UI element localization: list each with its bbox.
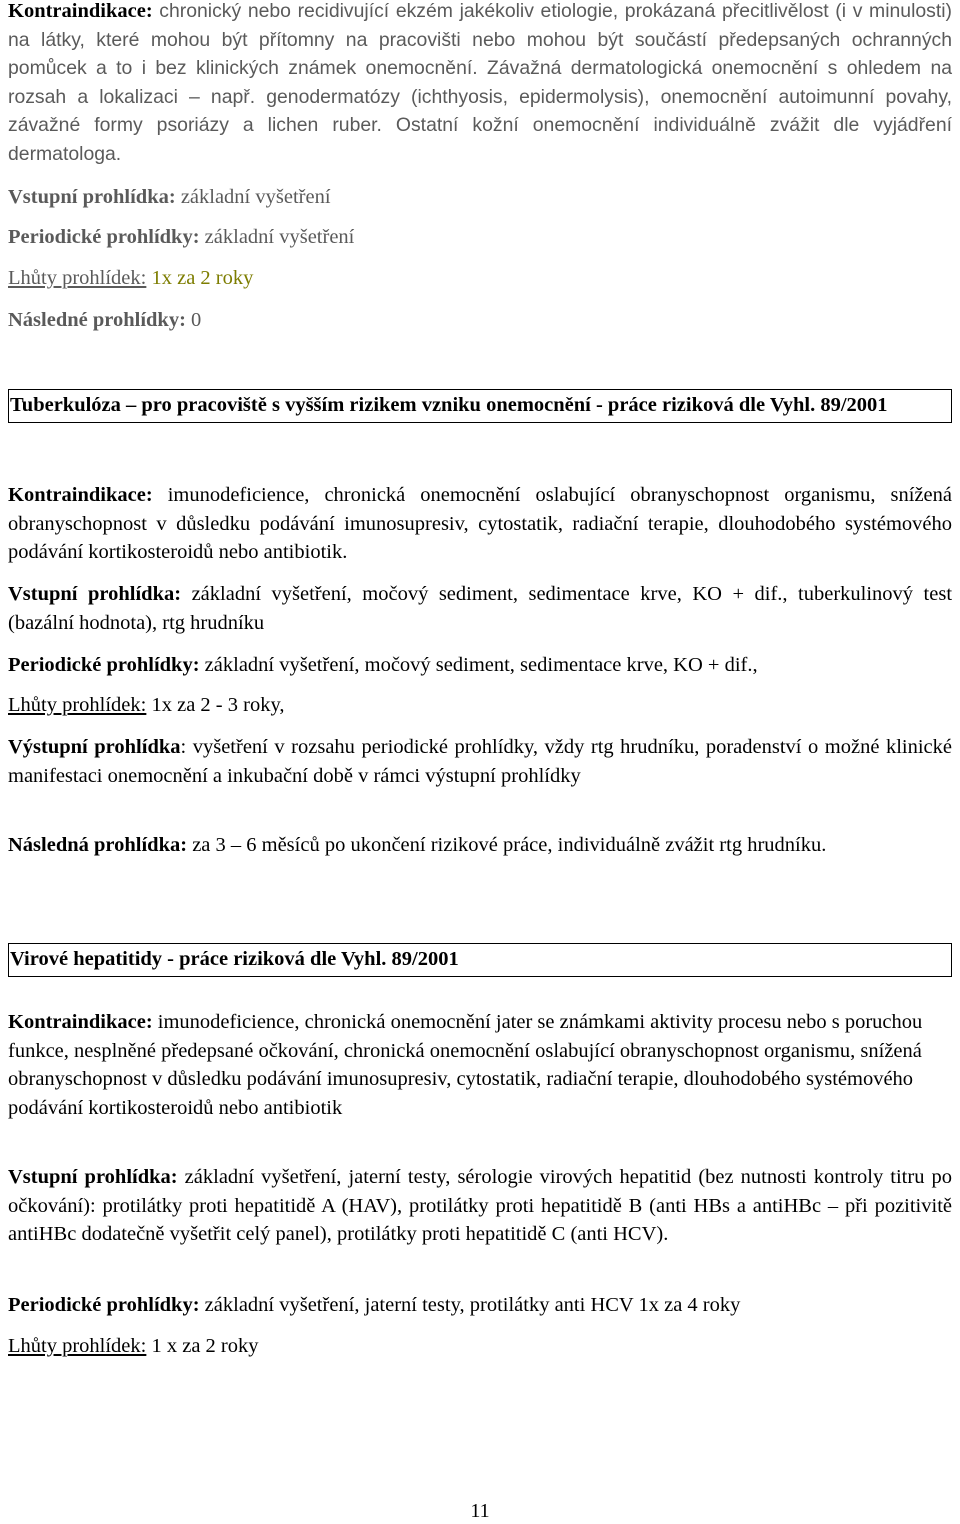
tb-section-heading: Tuberkulóza – pro pracoviště s vyšším rizikem vzniku onemocnění - práce riziková dle Vyhl. 89/2001 [8,389,952,423]
skin-periodic-exam [8,223,952,252]
hep-contra-label: Kontraindikace: [8,1011,153,1033]
skin-contraindications [8,0,952,169]
hep-contraindications [8,1008,952,1122]
tb-interval [8,691,952,720]
skin-periodic-value: základní vyšetření [204,226,355,248]
tb-contra-label: Kontraindikace: [8,484,153,506]
tb-periodic-exam [8,651,952,680]
skin-interval-label: Lhůty prohlídek: [8,267,147,289]
skin-contra-stress: Závažná dermatologická onemocnění s ohledem na rozsah a lokalizaci – např. genodermatózy (ichthyosis, epidermolysis), onemocnění autoimunní povahy, závažné formy psoriázy a lichen ruber. [8,57,953,137]
tb-exit-text: : vyšetření v rozsahu periodické prohlídky, vždy rtg hrudníku, poradenství o možné klinické manifestaci onemocnění a inkubační době v rámci výstupní prohlídky [8,736,952,787]
hep-interval-label: Lhůty prohlídek: [8,1335,147,1357]
tb-entry-text: základní vyšetření, močový sediment, sedimentace krve, KO + dif., tuberkulinový test (bazální hodnota), rtg hrudníku [8,583,953,634]
hep-periodic-text: základní vyšetření, jaterní testy, protilátky anti HCV 1x za 4 roky [204,1294,741,1316]
skin-contra-text: chronický nebo recidivující ekzém jakékoliv etiologie, prokázaná přecitlivělost (i v minulosti) na látky, které mohou být přítomny na pracovišti nebo mohou být součástí předepsaných ochranných pomůcek a to i bez klinických známek onemocnění. [8,0,953,80]
tb-interval-value: 1x za 2 - 3 roky, [151,694,285,716]
tb-contra-text: imunodeficience, chronická onemocnění oslabující obranyschopnost organismu, snížená obranyschopnost v důsledku podávání imunosupresiv, cytostatik, radiační terapie, dlouhodobého systémového podávání kortikosteroidů nebo antibiotik. [8,484,952,564]
hep-entry-text: základní vyšetření, jaterní testy, sérologie virových hepatitid (bez nutnosti kontroly titru po očkování): protilátky proti hepatitidě A (HAV), protilátky proti hepatitidě B (anti HBs a antiHBc – při pozitivitě antiHBc dodatečně vyšetřit celý panel), protilátky proti hepatitidě C (anti HCV). [8,1166,953,1246]
skin-entry-label: Vstupní prohlídka: [8,186,176,208]
skin-entry-value: základní vyšetření [180,186,331,208]
tb-exit-label: Výstupní prohlídka [8,736,181,758]
skin-contra-label: Kontraindikace: [8,0,153,22]
hep-entry-exam [8,1163,952,1249]
hep-periodic-exam [8,1291,952,1320]
skin-followup-value: 0 [191,309,202,331]
hep-section-heading: Virové hepatitidy - práce riziková dle Vyhl. 89/2001 [8,943,952,977]
page-number: 11 [470,1500,490,1522]
tb-followup [8,831,952,860]
tb-periodic-label: Periodické prohlídky: [8,654,200,676]
hep-contra-text: imunodeficience, chronická onemocnění jater se známkami aktivity procesu nebo s poruchou funkce, nesplněné předepsané očkování, chronická onemocnění oslabující obranyschopnost organismu, snížená obranyschopnost v důsledku podávání imunosupresiv, cytostatik, radiační terapie, dlouhodobého systémového podávání kortikosteroidů nebo antibiotik [8,1011,923,1119]
skin-contra-after: Ostatní kožní onemocnění individuálně zvážit dle vyjádření dermatologa. [8,114,952,165]
hep-periodic-label: Periodické prohlídky: [8,1294,200,1316]
hep-entry-label: Vstupní prohlídka: [8,1166,178,1188]
hep-interval-value: 1 x za 2 roky [151,1335,259,1357]
tb-entry-label: Vstupní prohlídka: [8,583,182,605]
hep-interval [8,1332,952,1361]
skin-followup-label: Následné prohlídky: [8,309,186,331]
tb-interval-label: Lhůty prohlídek: [8,694,147,716]
skin-entry-exam [8,183,952,212]
skin-interval-value: 1x za 2 roky [151,267,254,289]
tb-entry-exam [8,580,952,637]
tb-followup-text: za 3 – 6 měsíců po ukončení rizikové práce, individuálně zvážit rtg hrudníku. [192,834,827,856]
skin-interval [8,264,952,293]
tb-contraindications [8,481,952,567]
skin-periodic-label: Periodické prohlídky: [8,226,200,248]
skin-followup [8,306,952,335]
tb-periodic-text: základní vyšetření, močový sediment, sedimentace krve, KO + dif., [204,654,758,676]
tb-exit-exam [8,733,952,790]
tb-followup-label: Následná prohlídka: [8,834,188,856]
